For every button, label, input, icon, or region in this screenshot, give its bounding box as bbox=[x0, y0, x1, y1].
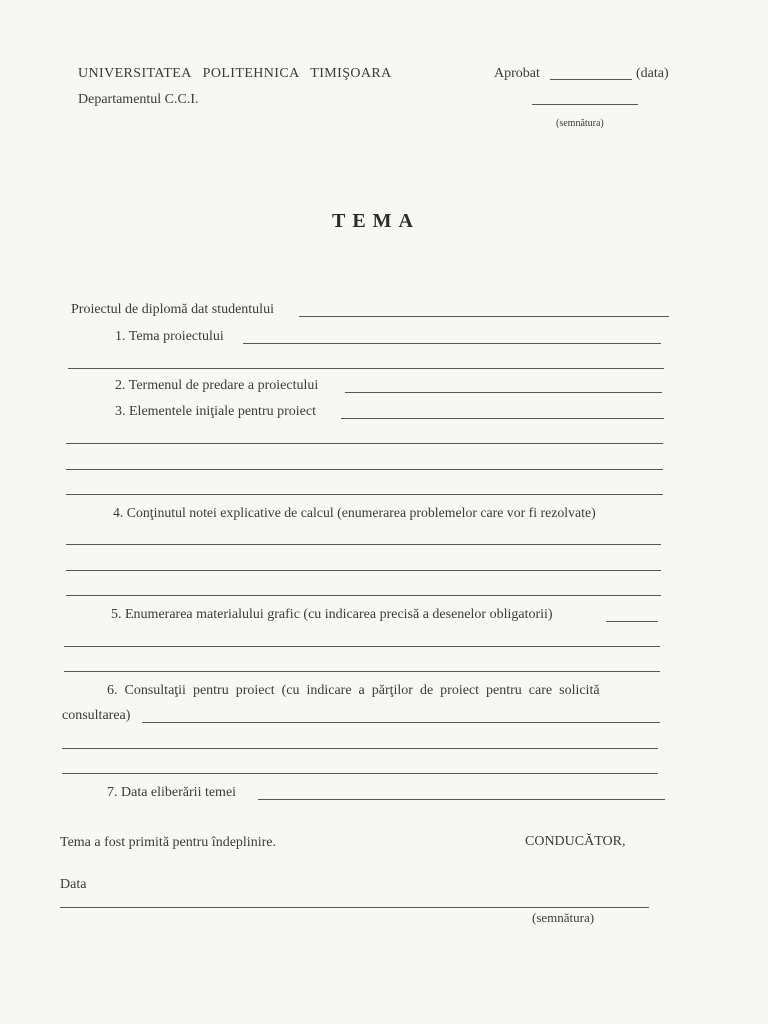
item3-line bbox=[341, 418, 664, 419]
approved-date-line bbox=[550, 79, 632, 80]
item1-line-2 bbox=[68, 368, 664, 369]
item7-line bbox=[258, 799, 665, 800]
item5-label: 5. Enumerarea materialului grafic (cu indicarea precisă a desenelor obligatorii) bbox=[111, 607, 553, 622]
intro-label: Proiectul de diplomă dat studentului bbox=[71, 302, 274, 317]
item7-label: 7. Data eliberării temei bbox=[107, 785, 237, 800]
approved-label: Aprobat bbox=[494, 66, 540, 81]
item4-line-3 bbox=[66, 595, 661, 596]
item6-label-line1: 6. Consultaţii pentru proiect (cu indicare a părţilor de proiect pentru care solicită bbox=[107, 683, 600, 698]
approved-signature-label: (semnătura) bbox=[556, 118, 604, 129]
item5-line-3 bbox=[64, 671, 660, 672]
date-label: Data bbox=[60, 877, 87, 892]
approved-date-label: (data) bbox=[636, 66, 669, 81]
item2-label: 2. Termenul de predare a proiectului bbox=[115, 378, 319, 393]
item5-line-2 bbox=[64, 646, 660, 647]
item4-line-2 bbox=[66, 570, 661, 571]
item4-label: 4. Conţinutul notei explicative de calcul (enumerarea problemelor care vor fi rezolvate) bbox=[113, 505, 596, 520]
item6-line-3 bbox=[62, 773, 658, 774]
received-text: Tema a fost primită pentru îndeplinire. bbox=[60, 835, 276, 850]
approved-signature-line bbox=[532, 104, 638, 105]
item3-line-4 bbox=[66, 494, 663, 495]
item6-label-line2: consultarea) bbox=[62, 708, 131, 723]
item3-label: 3. Elementele iniţiale pentru proiect bbox=[115, 404, 316, 419]
item3-line-2 bbox=[66, 443, 663, 444]
item4-line-1 bbox=[66, 544, 661, 545]
item3-line-3 bbox=[66, 469, 663, 470]
university-name: UNIVERSITATEA POLITEHNICA TIMIŞOARA bbox=[78, 66, 392, 81]
item2-line bbox=[345, 392, 662, 393]
supervisor-signature-label: (semnătura) bbox=[532, 910, 595, 925]
item6-line-2 bbox=[62, 748, 658, 749]
date-signature-line bbox=[60, 907, 649, 908]
item1-label: 1. Tema proiectului bbox=[115, 329, 224, 344]
supervisor-label: CONDUCĂTOR, bbox=[525, 834, 626, 849]
item1-line bbox=[243, 343, 661, 344]
item5-line bbox=[606, 621, 658, 622]
department-name: Departamentul C.C.I. bbox=[78, 92, 199, 107]
page-title: TEMA bbox=[332, 210, 420, 232]
student-name-line bbox=[299, 316, 669, 317]
item6-line bbox=[142, 722, 660, 723]
